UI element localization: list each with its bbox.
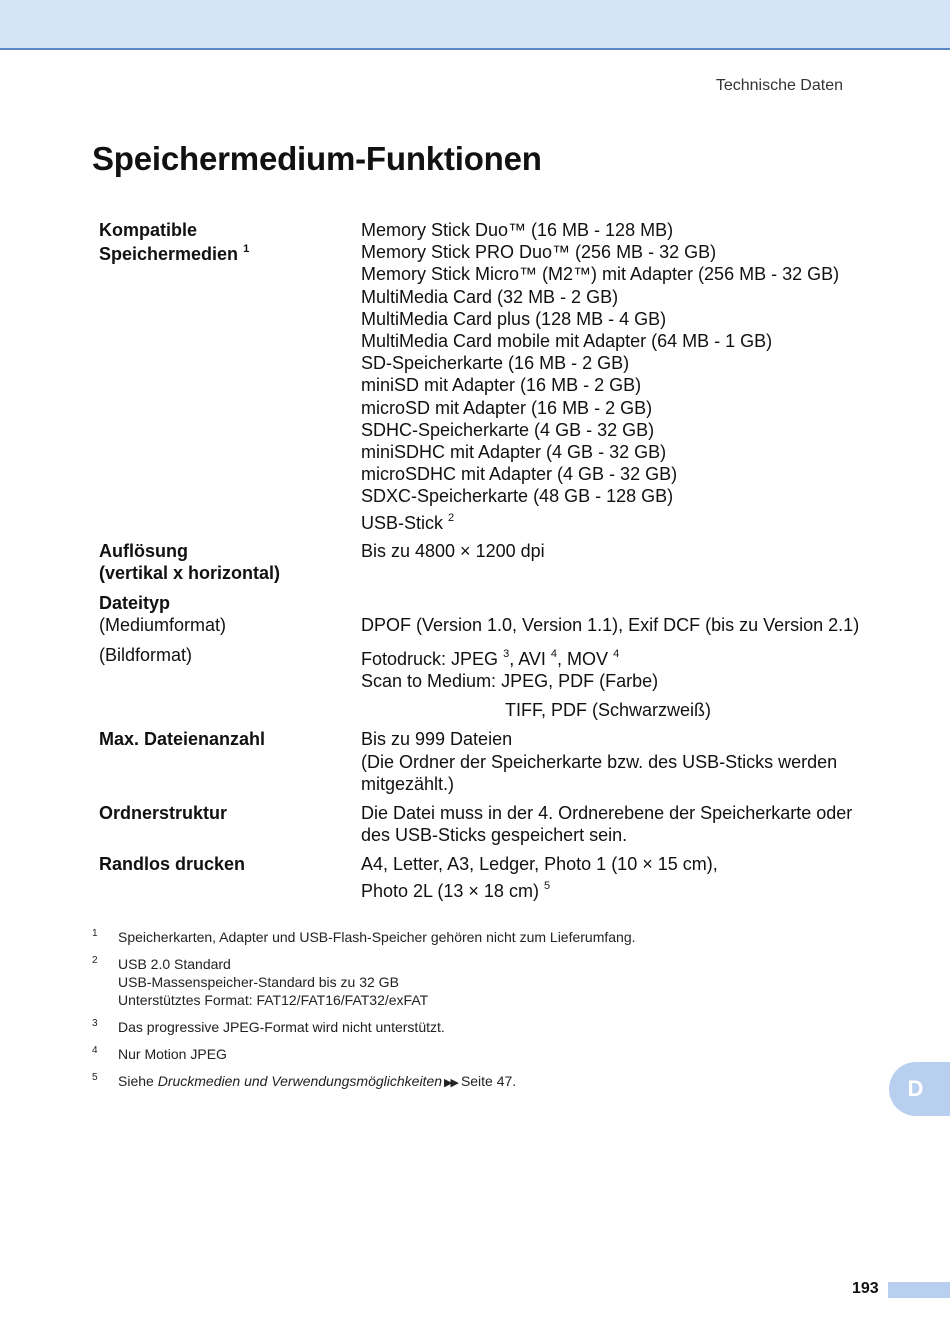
double-arrow-icon: ▶▶	[444, 1077, 457, 1089]
spec-label-folder: Ordnerstruktur	[99, 803, 228, 824]
media-item: miniSDHC mit Adapter (4 GB - 32 GB)	[361, 442, 667, 463]
footnote: 4 Nur Motion JPEG	[92, 1045, 227, 1062]
media-item: microSDHC mit Adapter (4 GB - 32 GB)	[361, 464, 678, 485]
cross-reference-link[interactable]: Druckmedien und Verwendungsmöglichkeiten	[157, 1073, 443, 1089]
spec-label-media-format: (Mediumformat)	[99, 615, 227, 636]
spec-row-filetype	[99, 592, 889, 615]
header-band	[0, 0, 950, 50]
media-item: MultiMedia Card plus (128 MB - 4 GB)	[361, 308, 667, 329]
spec-label-resolution: Auflösung (vertikal x horizontal)	[99, 540, 281, 584]
footnote: 1 Speicherkarten, Adapter und USB-Flash-Speicher gehören nicht zum Lieferumfang.	[92, 928, 636, 945]
spec-value-media-format: DPOF (Version 1.0, Version 1.1), Exif DCF (bis zu Version 2.1)	[361, 615, 860, 636]
media-item: MultiMedia Card (32 MB - 2 GB)	[361, 286, 619, 307]
spec-value-borderless: A4, Letter, A3, Ledger, Photo 1 (10 × 15 cm), Photo 2L (13 × 18 cm) $^5$	[361, 854, 718, 901]
footnote: 3 Das progressive JPEG-Format wird nicht unterstützt.	[92, 1018, 445, 1035]
footnote: 2 USB 2.0 Standard USB-Massenspeicher-Standard bis zu 32 GB Unterstütztes Format: FAT12/FAT16/FAT32/exFAT	[92, 955, 429, 1008]
section-label: Technische Daten	[715, 77, 843, 94]
footnote-number: 3	[92, 1018, 98, 1029]
spec-row-max-files	[99, 728, 889, 795]
media-item-usb: USB-Stick $^2$	[361, 511, 455, 533]
page-number-bar	[888, 1282, 950, 1298]
spec-label-max-files: Max. Dateienanzahl	[99, 729, 266, 750]
media-item: Memory Stick Micro™ (M2™) mit Adapter (256 MB - 32 GB)	[361, 264, 840, 285]
spec-value-image-format: Fotodruck: JPEG $^3$, AVI $^4$, MOV $^4$ Scan to Medium: JPEG, PDF (Farbe) TIFF, PDF (Schwarzweiß)	[361, 647, 712, 721]
footnote: 5 Siehe Druckmedien und Verwendungsmöglichkeiten ▶▶ Seite 47.	[92, 1072, 872, 1092]
spec-row-borderless	[99, 853, 889, 901]
media-item: SD-Speicherkarte (16 MB - 2 GB)	[361, 353, 630, 374]
spec-label-media: Kompatible Speichermedien $^1$	[99, 220, 250, 264]
spec-value-max-files: Bis zu 999 Dateien (Die Ordner der Speicherkarte bzw. des USB-Sticks werden mitgezählt.)	[361, 729, 838, 794]
media-item: SDHC-Speicherkarte (4 GB - 32 GB)	[361, 419, 655, 440]
spec-row-media	[99, 219, 889, 534]
spec-row-media-format	[99, 614, 889, 637]
media-item: Memory Stick Duo™ (16 MB - 128 MB)	[361, 220, 674, 240]
media-item: SDXC-Speicherkarte (48 GB - 128 GB)	[361, 486, 674, 507]
media-item: Memory Stick PRO Duo™ (256 MB - 32 GB)	[361, 242, 717, 263]
spec-row-resolution	[99, 540, 889, 585]
spec-row-image-format	[99, 644, 889, 722]
page-title: Speichermedium-Funktionen	[92, 140, 542, 177]
spec-label-filetype: Dateityp	[99, 592, 171, 613]
spec-table	[99, 219, 889, 902]
spec-value-resolution: Bis zu 4800 × 1200 dpi	[361, 540, 545, 561]
media-item: miniSD mit Adapter (16 MB - 2 GB)	[361, 375, 642, 396]
footnotes	[92, 928, 872, 1101]
footnote-number: 1	[92, 928, 98, 939]
spec-value-folder: Die Datei muss in der 4. Ordnerebene der Speicherkarte oder des USB-Sticks gespeichert sein.	[361, 803, 853, 846]
media-item: MultiMedia Card mobile mit Adapter (64 MB - 1 GB)	[361, 331, 773, 352]
spec-value-media	[361, 219, 889, 534]
spec-row-folder	[99, 802, 889, 846]
footnote-number: 2	[92, 955, 98, 966]
spec-label-image-format: (Bildformat)	[99, 644, 193, 665]
page-number: 193	[852, 1280, 879, 1297]
spec-label-borderless: Randlos drucken	[99, 854, 246, 875]
footnote-number: 5	[92, 1072, 98, 1083]
media-item: microSD mit Adapter (16 MB - 2 GB)	[361, 397, 653, 418]
footnote-number: 4	[92, 1045, 98, 1056]
chapter-tab: D	[889, 1062, 950, 1116]
